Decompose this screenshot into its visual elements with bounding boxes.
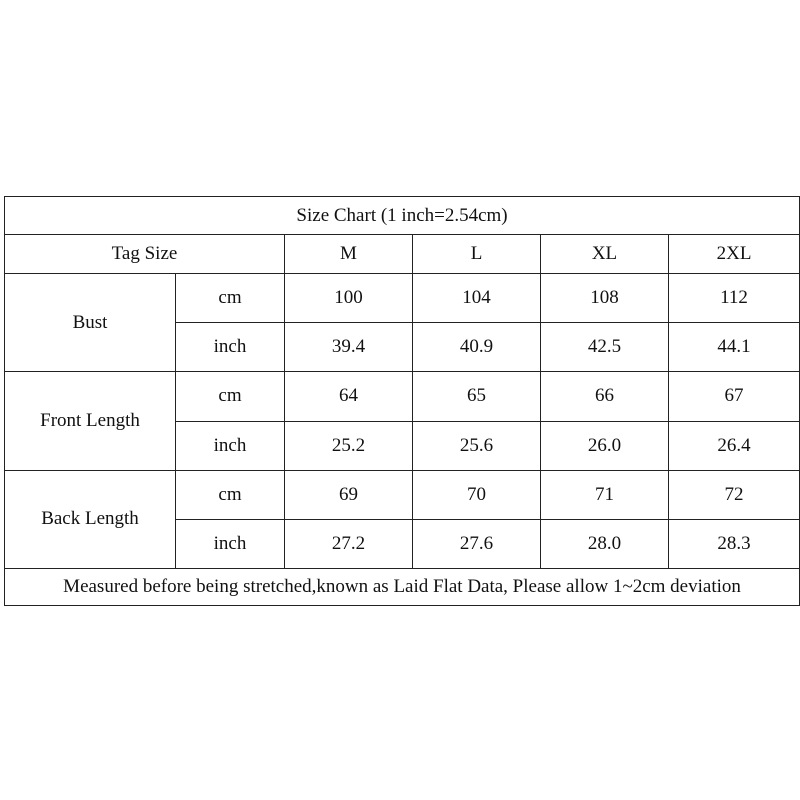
table-cell: 25.2 [285, 421, 413, 470]
table-cell: 26.4 [669, 421, 800, 470]
chart-title: Size Chart (1 inch=2.54cm) [5, 197, 800, 235]
table-cell: 27.6 [413, 519, 541, 568]
title-row [5, 197, 800, 235]
measurement-label-front-length: Front Length [5, 372, 176, 470]
size-header-xl: XL [541, 235, 669, 274]
table-cell: 40.9 [413, 323, 541, 372]
table-cell: 104 [413, 274, 541, 323]
table-cell: 112 [669, 274, 800, 323]
table-cell: 27.2 [285, 519, 413, 568]
size-header-m: M [285, 235, 413, 274]
unit-label: inch [176, 519, 285, 568]
tag-size-label: Tag Size [5, 235, 285, 274]
header-row [5, 235, 800, 274]
table-cell: 64 [285, 372, 413, 421]
table-row [5, 274, 800, 323]
measurement-label-back-length: Back Length [5, 470, 176, 568]
size-chart-table [4, 196, 800, 606]
table-cell: 28.3 [669, 519, 800, 568]
unit-label: cm [176, 470, 285, 519]
table-row [5, 372, 800, 421]
table-cell: 67 [669, 372, 800, 421]
note-row [5, 568, 800, 605]
unit-label: cm [176, 372, 285, 421]
table-cell: 66 [541, 372, 669, 421]
size-header-2xl: 2XL [669, 235, 800, 274]
table-cell: 25.6 [413, 421, 541, 470]
table-cell: 108 [541, 274, 669, 323]
table-cell: 39.4 [285, 323, 413, 372]
unit-label: inch [176, 421, 285, 470]
table-cell: 26.0 [541, 421, 669, 470]
table-cell: 65 [413, 372, 541, 421]
measurement-label-bust: Bust [5, 274, 176, 372]
table-cell: 72 [669, 470, 800, 519]
table-cell: 71 [541, 470, 669, 519]
unit-label: inch [176, 323, 285, 372]
table-cell: 100 [285, 274, 413, 323]
table-cell: 42.5 [541, 323, 669, 372]
measurement-note: Measured before being stretched,known as Laid Flat Data, Please allow 1~2cm deviation [5, 568, 800, 605]
table-cell: 69 [285, 470, 413, 519]
size-header-l: L [413, 235, 541, 274]
table-cell: 28.0 [541, 519, 669, 568]
table-cell: 44.1 [669, 323, 800, 372]
table-row [5, 470, 800, 519]
table-cell: 70 [413, 470, 541, 519]
unit-label: cm [176, 274, 285, 323]
